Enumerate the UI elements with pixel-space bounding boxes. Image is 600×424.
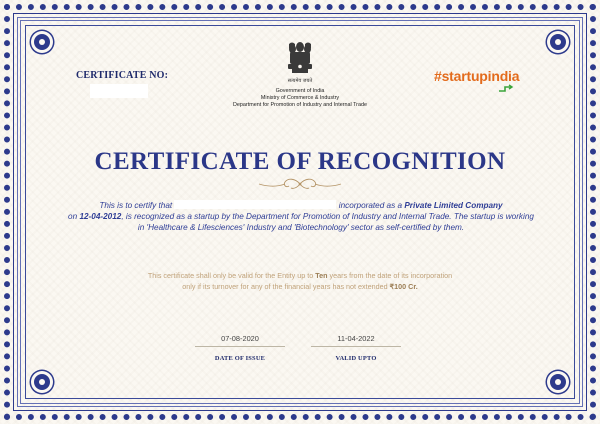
validity-years: Ten [315,271,328,280]
logo-india: india [487,68,520,84]
startup-india-arrow-icon [497,83,515,93]
certificate-number-label: CERTIFICATE NO: [76,70,169,81]
body-text-4: , is recognized as a startup by the Department for Promotion of Industry and Internal Trade. The startup is working in 'Healthcare & Lifesciences' Industry and 'Biotechnology' sector as self-certified by them. [121,212,534,233]
national-emblem-icon [283,38,317,86]
date-of-issue-block [195,334,285,362]
government-header [200,88,400,109]
logo-startup: startup [441,68,488,84]
body-text-3: on [68,212,78,222]
incorporation-date: 12-04-2012 [79,212,122,222]
body-text-2: incorporated as a [338,201,403,210]
corner-ornament-icon [34,374,50,390]
government-line-3: Department for Promotion of Industry and Internal Trade [233,102,367,108]
turnover-limit: ₹100 Cr. [389,282,418,291]
validity-text-3: only if its turnover for any of the financial years has not extended [182,282,388,291]
date-of-issue-label: DATE OF ISSUE [214,355,266,362]
corner-ornament-icon [550,34,566,50]
validity-text-2: years from the date of its incorporation [329,271,453,280]
corner-ornament-icon [550,374,566,390]
government-line-2: Ministry of Commerce & Industry [260,95,340,101]
certificate-number-redacted [90,84,148,98]
validity-text [100,270,500,292]
body-text-1: This is to certify that [99,201,173,210]
valid-upto-value: 11-04-2022 [311,334,401,347]
validity-text-1: This certificate shall only be valid for the Entity up to [147,271,314,280]
valid-upto-label: VALID UPTO [335,355,377,362]
startup-india-logo [434,68,519,84]
certificate-title: CERTIFICATE OF RECOGNITION [94,148,506,175]
date-of-issue-value: 07-08-2020 [195,334,285,347]
valid-upto-block [311,334,401,362]
flourish-ornament-icon [255,177,345,191]
company-type: Private Limited Company [404,201,503,210]
corner-ornament-icon [34,34,50,50]
emblem-caption: सत्यमेव जयते [287,78,313,84]
logo-hash: # [434,68,442,84]
company-name-redacted [174,200,336,209]
certificate-body [68,200,534,234]
government-line-1: Government of India [275,88,325,94]
